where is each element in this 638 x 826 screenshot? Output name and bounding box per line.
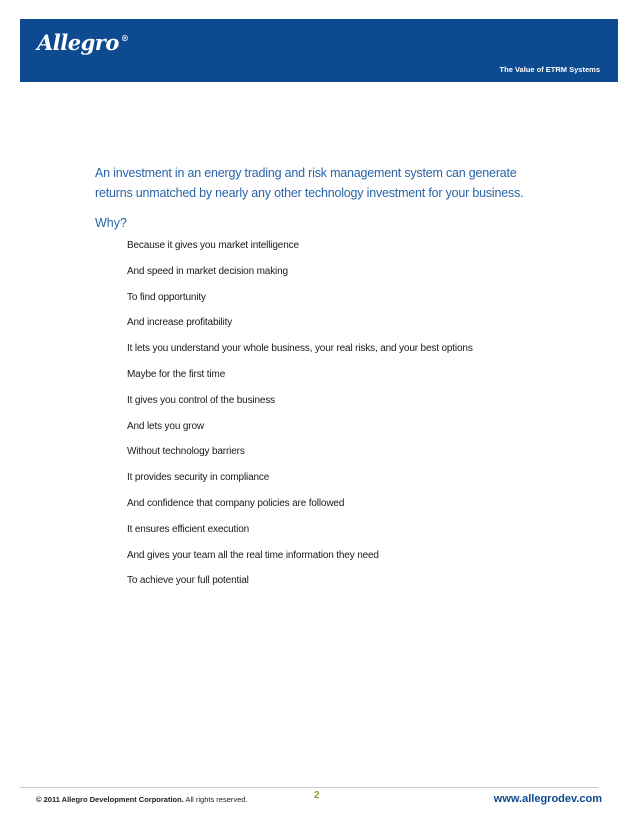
footer-copyright xyxy=(36,795,248,805)
copyright-corporation: © 2011 Allegro Development Corporation. xyxy=(36,795,184,804)
reason-item: It lets you understand your whole business, your real risks, and your best options xyxy=(127,343,473,355)
header-banner xyxy=(20,19,618,82)
reason-item: And lets you grow xyxy=(127,420,204,432)
allegro-logo xyxy=(37,32,128,53)
reason-item: And increase profitability xyxy=(127,317,233,329)
why-heading: Why? xyxy=(95,216,127,230)
reason-item: It gives you control of the business xyxy=(127,394,276,406)
reason-item: Without technology barriers xyxy=(127,446,245,458)
website-link[interactable]: www.allegrodev.com xyxy=(493,793,602,805)
reasons-list xyxy=(127,238,473,599)
reason-item: And speed in market decision making xyxy=(127,265,288,277)
intro-line-2: returns unmatched by nearly any other technology investment for your business. xyxy=(95,186,524,200)
reason-item: And confidence that company policies are followed xyxy=(127,497,345,509)
registered-mark: ® xyxy=(120,33,129,43)
logo-text: Allegro xyxy=(37,30,119,55)
page-number: 2 xyxy=(314,790,320,801)
reason-item: And gives your team all the real time information they need xyxy=(127,549,379,561)
footer-divider xyxy=(20,787,598,788)
document-title: The Value of ETRM Systems xyxy=(499,65,600,74)
reason-item: Maybe for the first time xyxy=(127,368,226,380)
intro-paragraph xyxy=(95,163,535,203)
reason-item: To find opportunity xyxy=(127,291,206,303)
reason-item: To achieve your full potential xyxy=(127,575,249,587)
reason-item: Because it gives you market intelligence xyxy=(127,240,299,251)
reason-item: It ensures efficient execution xyxy=(127,523,250,535)
reason-item: It provides security in compliance xyxy=(127,472,270,484)
copyright-rights: All rights reserved. xyxy=(183,795,248,804)
intro-line-1: An investment in an energy trading and risk management system can generate xyxy=(95,166,517,180)
